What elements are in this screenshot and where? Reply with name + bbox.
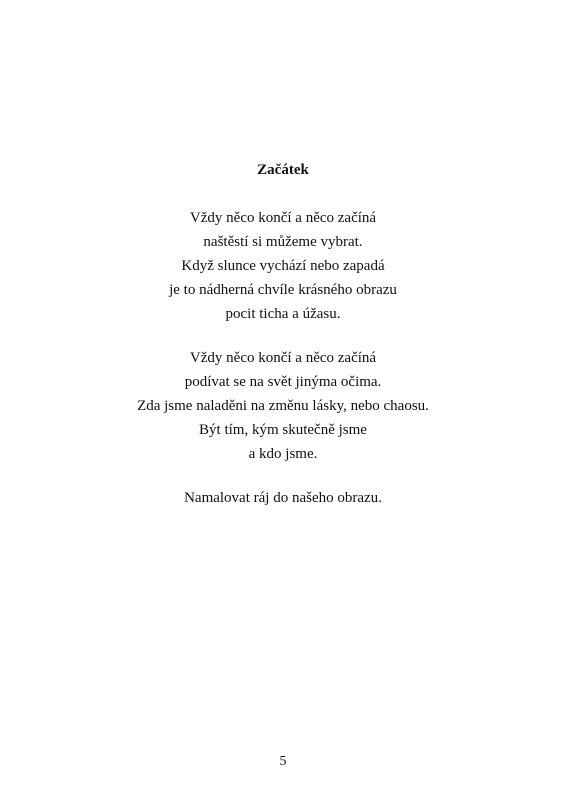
stanza-3	[0, 486, 566, 510]
poem-line: Namalovat ráj do našeho obrazu.	[184, 490, 382, 506]
poem-line: pocit ticha a úžasu.	[225, 306, 341, 322]
poem-line: podívat se na svět jinýma očima.	[184, 374, 382, 390]
poem-line: Být tím, kým skutečně jsme	[199, 422, 367, 438]
poem-line: naštěstí si můžeme vybrat.	[203, 234, 363, 250]
stanza-1	[0, 206, 566, 326]
poem-line: Když slunce vychází nebo zapadá	[181, 258, 385, 274]
poem-line: Vždy něco končí a něco začíná	[189, 350, 377, 366]
page-number: 5	[279, 754, 287, 769]
poem-line: a kdo jsme.	[248, 446, 318, 462]
poem-line: Vždy něco končí a něco začíná	[189, 210, 377, 226]
poem-title: Začátek	[257, 162, 309, 178]
poem-line: je to nádherná chvíle krásného obrazu	[169, 282, 397, 298]
stanza-2	[0, 346, 566, 466]
poem-line: Zda jsme naladěni na změnu lásky, nebo chaosu.	[137, 398, 429, 414]
